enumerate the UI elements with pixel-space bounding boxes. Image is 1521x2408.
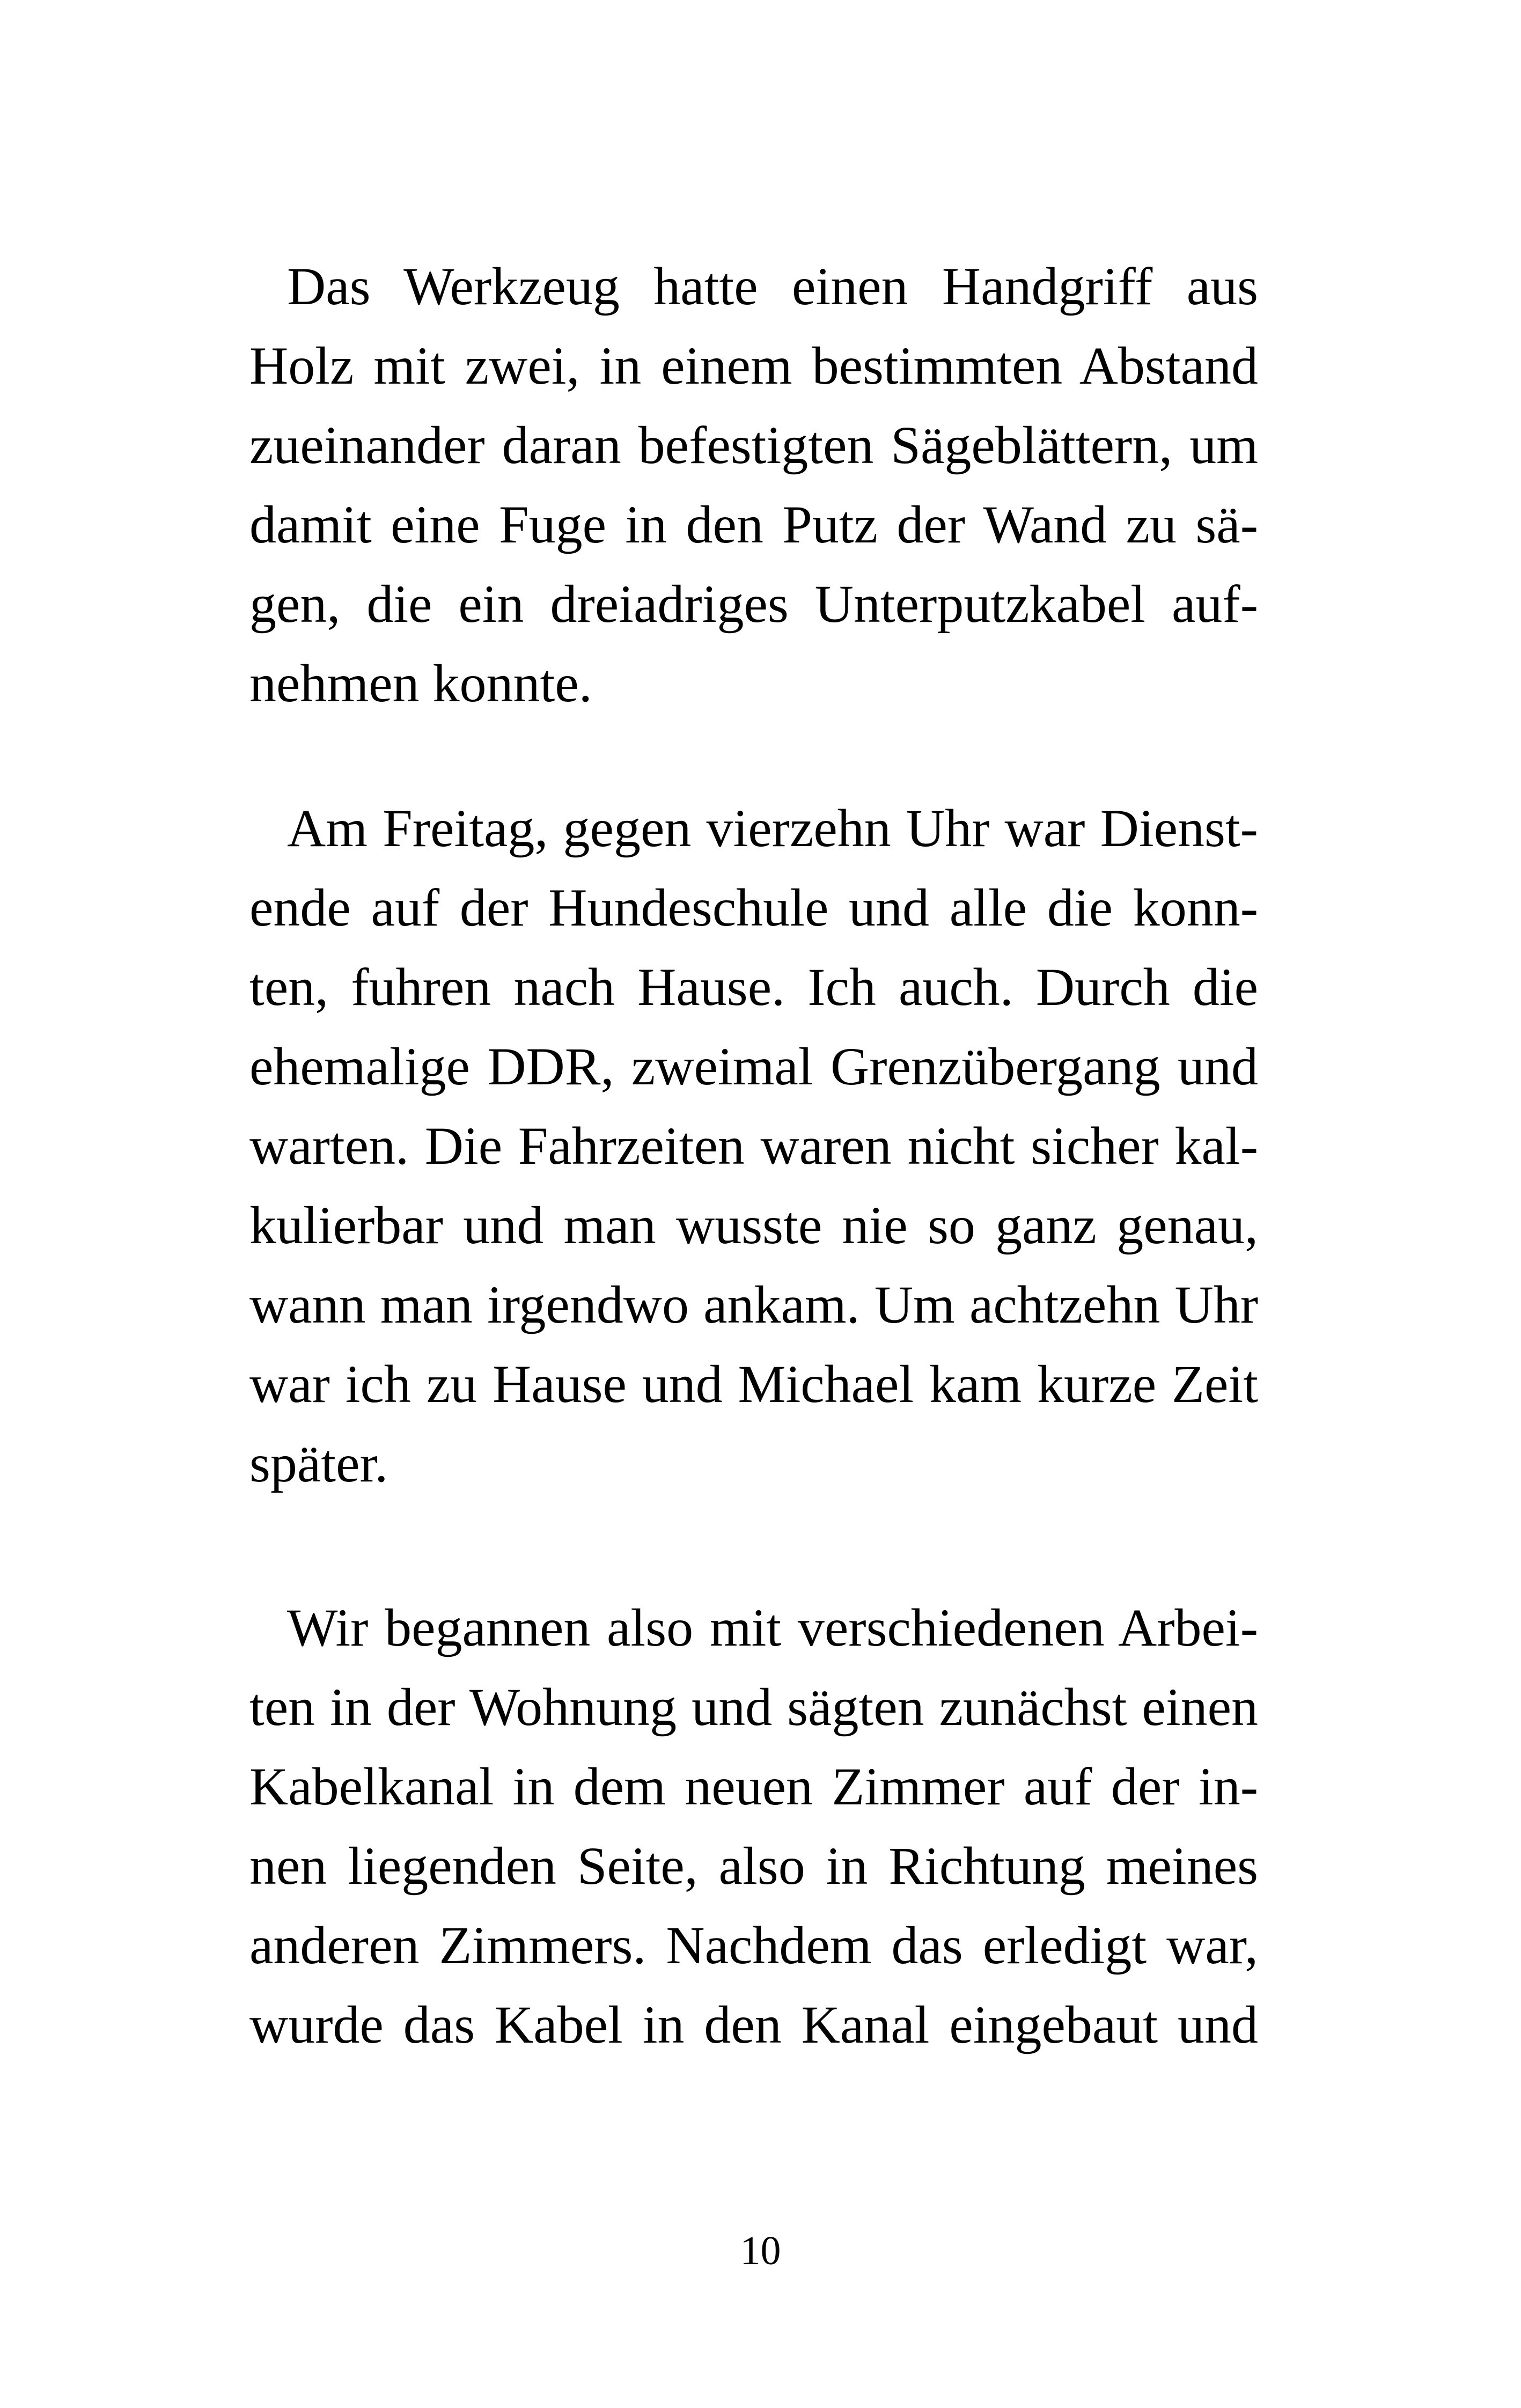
text-line: war ich zu Hause und Michael kam kurze Zeit	[249, 1354, 1258, 1414]
text-line: nehmen konnte.	[249, 654, 592, 713]
text-line: später.	[249, 1434, 388, 1493]
text-line: ende auf der Hundeschule und alle die konn-	[249, 878, 1258, 937]
text-line: anderen Zimmers. Nachdem das erledigt war,	[249, 1915, 1258, 1975]
text-line: kulierbar und man wusste nie so ganz genau,	[249, 1195, 1258, 1255]
text-line: zueinander daran befestigten Sägeblättern, um	[249, 415, 1258, 475]
text-line: Das Werkzeug hatte einen Handgriff aus	[287, 256, 1258, 316]
page-number: 10	[740, 2228, 781, 2273]
text-line: wurde das Kabel in den Kanal eingebaut und	[249, 1995, 1258, 2054]
text-line: ten in der Wohnung und sägten zunächst einen	[249, 1677, 1258, 1737]
text-line: Kabelkanal in dem neuen Zimmer auf der in-	[249, 1757, 1258, 1816]
text-line: Holz mit zwei, in einem bestimmten Abstand	[249, 336, 1258, 395]
paragraph-3	[249, 1588, 1258, 2065]
paragraph-1	[249, 247, 1258, 723]
text-line: Am Freitag, gegen vierzehn Uhr war Dienst-	[287, 798, 1258, 858]
text-line: warten. Die Fahrzeiten waren nicht sicher kal-	[249, 1116, 1258, 1176]
text-line: damit eine Fuge in den Putz der Wand zu sä-	[249, 495, 1258, 554]
paragraph-2	[249, 789, 1258, 1503]
text-line: nen liegenden Seite, also in Richtung meines	[249, 1836, 1258, 1896]
text-line: Wir begannen also mit verschiedenen Arbei-	[287, 1598, 1258, 1657]
text-line: ehemalige DDR, zweimal Grenzübergang und	[249, 1037, 1258, 1096]
text-line: gen, die ein dreiadriges Unterputzkabel auf-	[249, 574, 1258, 634]
text-line: wann man irgendwo ankam. Um achtzehn Uhr	[249, 1275, 1258, 1334]
text-line: ten, fuhren nach Hause. Ich auch. Durch die	[249, 957, 1258, 1017]
